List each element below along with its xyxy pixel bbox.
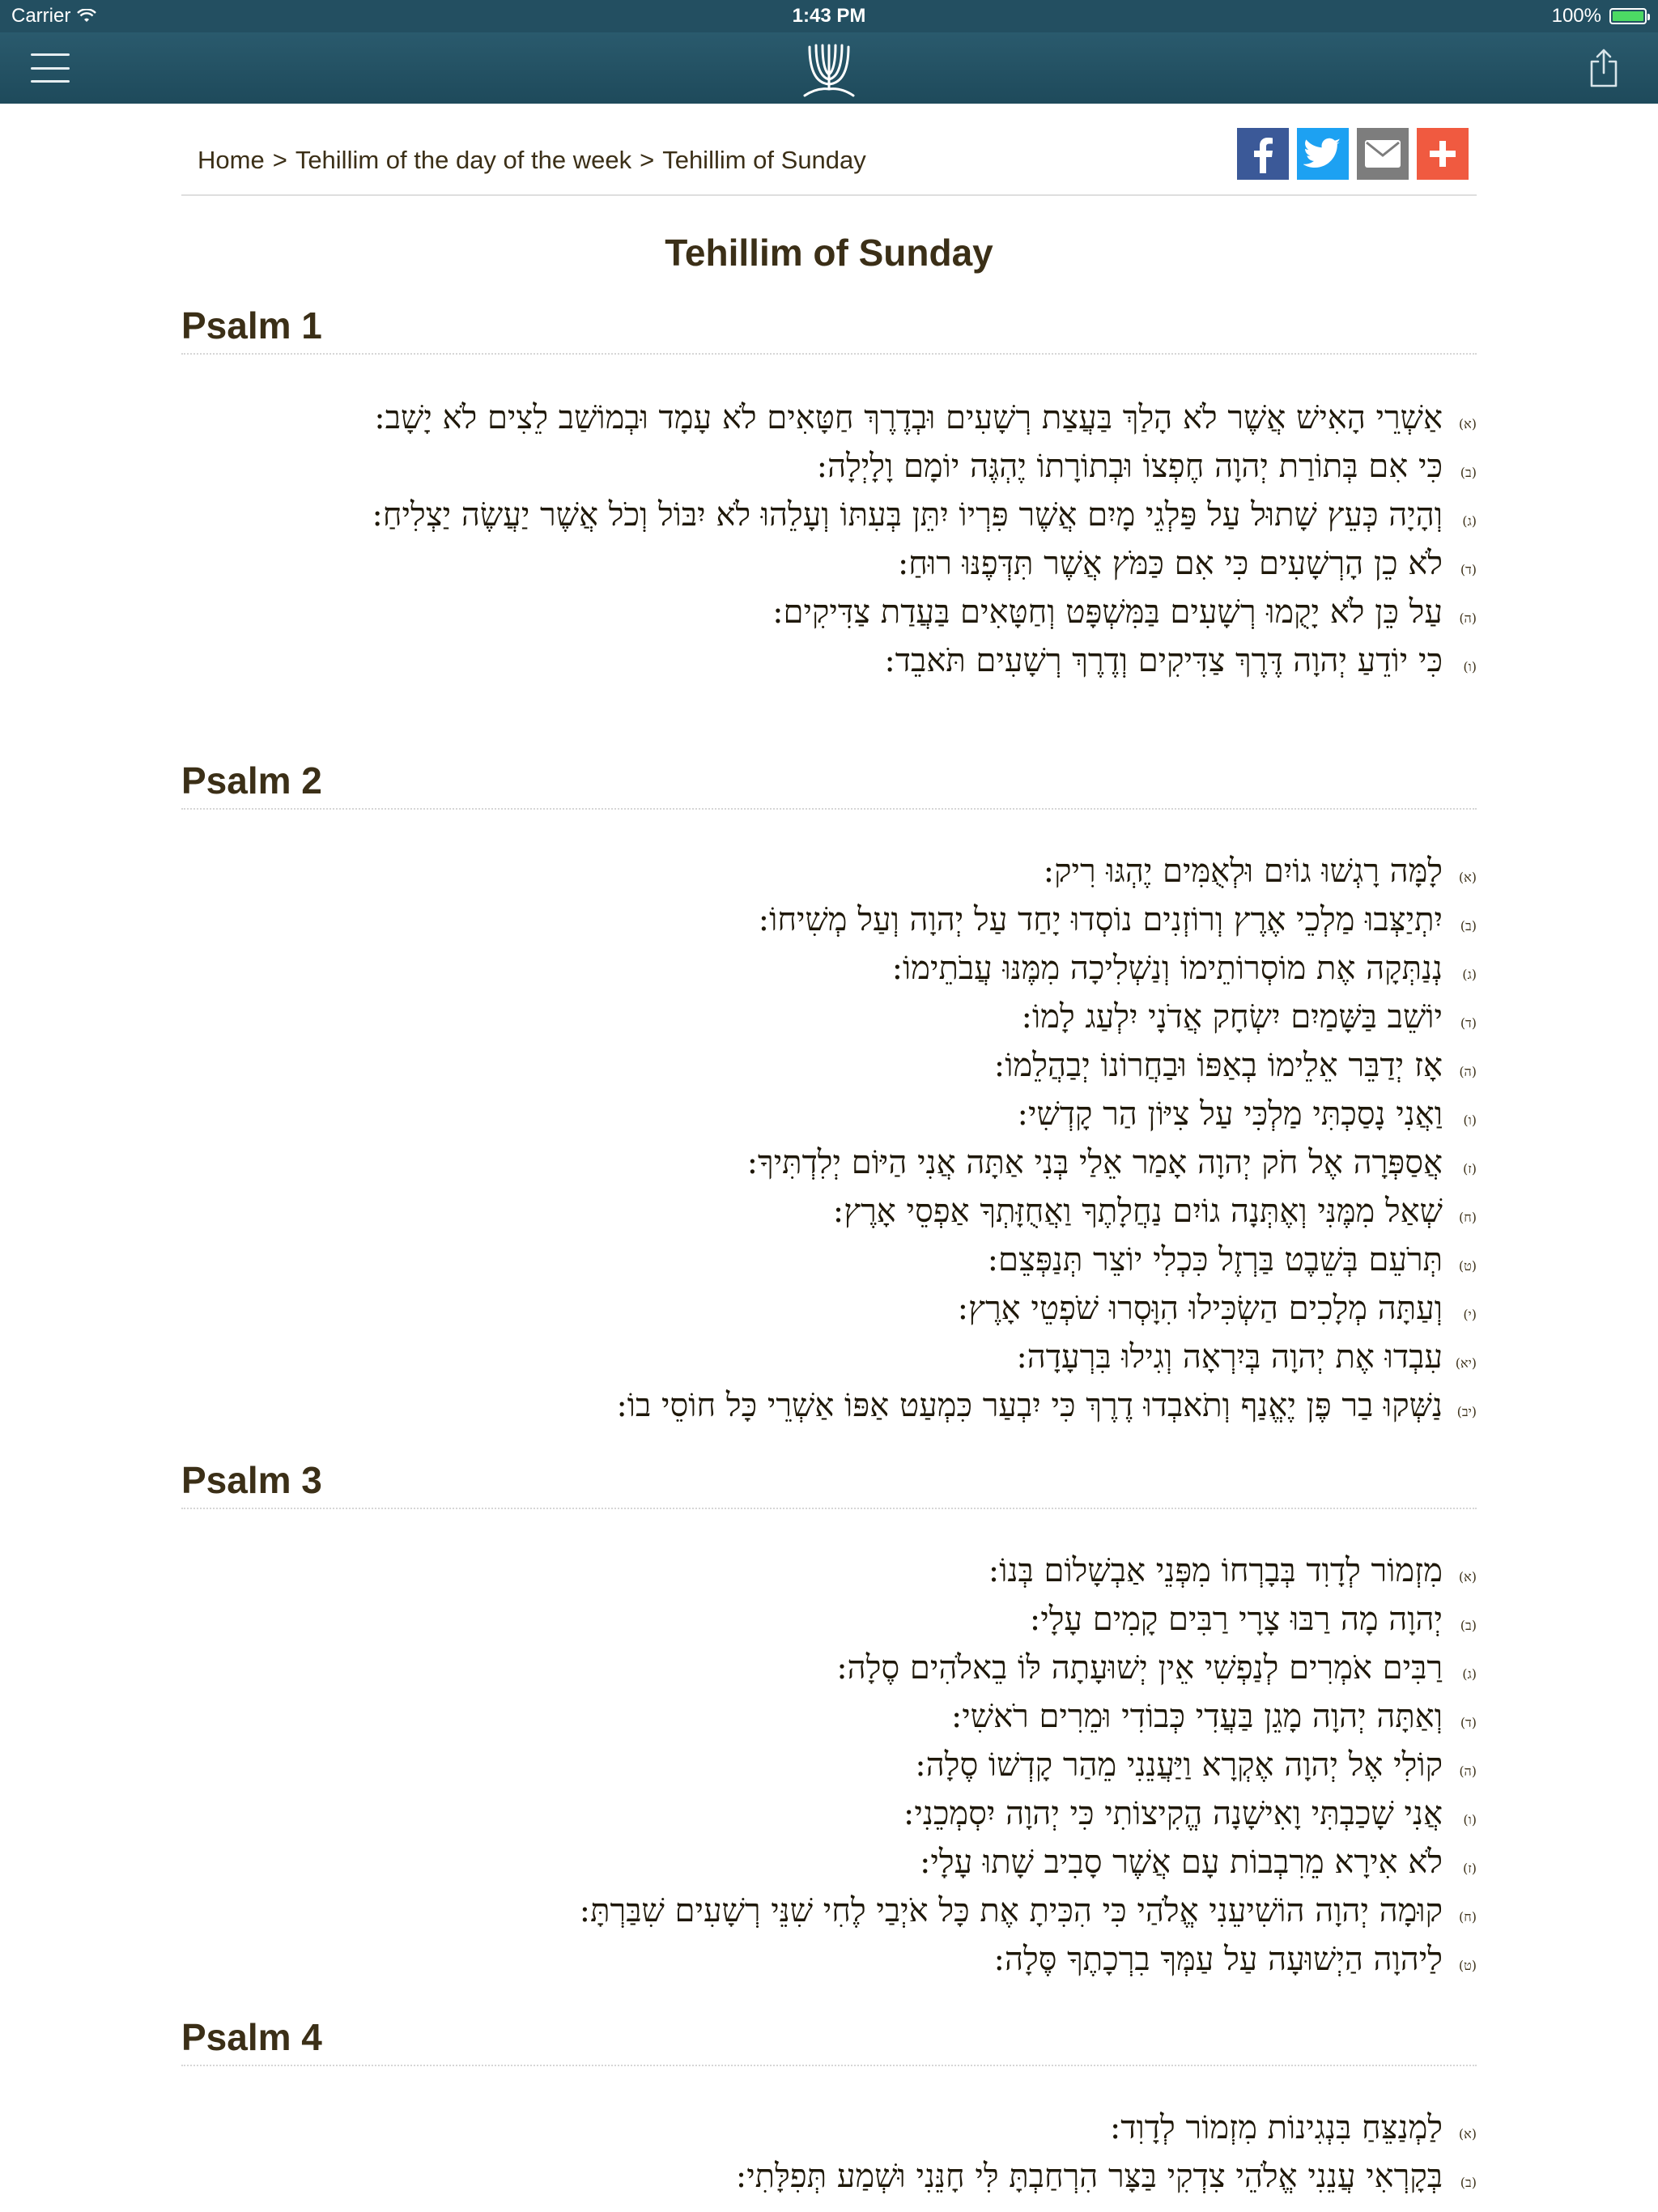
verse-text: קוֹלִי אֶל יְהוָה אֶקְרָא וַיַּעֲנֵנִי מֵהַר קָדְשׁוֹ סֶלָה: bbox=[915, 1746, 1443, 1784]
verse-number: (ט) bbox=[1458, 1958, 1477, 1973]
verse-text: עַל כֵּן לֹא יָקֻמוּ רְשָׁעִים בַּמִּשְׁפָּט וְחַטָּאִים בַּעֲדַת צַדִּיקִים: bbox=[772, 593, 1443, 631]
verse-text: נַשְּׁקוּ בַר פֶּן יֶאֱנַף וְתֹאבְדוּ דֶרֶךְ כִּי יִבְעַר כִּמְעַט אַפּוֹ אַשְׁרֵי כָּל חוֹסֵי בוֹ: bbox=[616, 1387, 1443, 1424]
verse bbox=[181, 442, 1477, 491]
carrier-label: Carrier bbox=[11, 5, 71, 27]
verse bbox=[181, 1692, 1477, 1741]
verse bbox=[181, 1041, 1477, 1090]
verse bbox=[181, 393, 1477, 442]
email-share-button[interactable] bbox=[1357, 128, 1409, 180]
psalm-title: Psalm 3 bbox=[181, 1457, 1477, 1509]
status-time: 1:43 PM bbox=[792, 5, 866, 27]
verse-number: (ה) bbox=[1459, 610, 1477, 626]
psalm-section bbox=[181, 2014, 1477, 2201]
verse-number: (ז) bbox=[1463, 1161, 1477, 1176]
verse-number: (ג) bbox=[1462, 967, 1477, 982]
verse-text: וְאַתָּה יְהוָה מָגֵן בַּעֲדִי כְּבוֹדִי וּמֵרִים רֹאשִׁי: bbox=[950, 1698, 1443, 1735]
verse bbox=[181, 847, 1477, 895]
email-icon bbox=[1363, 138, 1402, 169]
battery-percent: 100% bbox=[1551, 5, 1601, 27]
verse-number: (ה) bbox=[1459, 1763, 1477, 1779]
more-share-button[interactable] bbox=[1417, 128, 1469, 180]
psalm-title: Psalm 2 bbox=[181, 758, 1477, 810]
hamburger-menu-icon[interactable] bbox=[31, 53, 70, 83]
verse-number: (יב) bbox=[1456, 1404, 1477, 1419]
verse-text: לַמְנַצֵּחַ בִּנְגִינוֹת מִזְמוֹר לְדָוִד: bbox=[1109, 2109, 1443, 2146]
psalm-section bbox=[181, 303, 1477, 685]
psalm-section bbox=[181, 1457, 1477, 1984]
verse-text: וְהָיָה כְּעֵץ שָׁתוּל עַל פַּלְגֵי מָיִם אֲשֶׁר פִּרְיוֹ יִתֵּן בְּעִתּוֹ וְעָלֵהוּ לֹא יִבּוֹל וְכֹל אֲשֶׁר יַעֲשֶׂה יַצְלִיחַ: bbox=[372, 496, 1443, 534]
breadcrumb-home[interactable]: Home bbox=[198, 146, 265, 174]
breadcrumb-section[interactable]: Tehillim of the day of the week bbox=[295, 146, 632, 174]
facebook-share-button[interactable] bbox=[1237, 128, 1289, 180]
breadcrumb-row bbox=[181, 104, 1477, 196]
verse bbox=[181, 1333, 1477, 1381]
verse-text: יִתְיַצְּבוּ מַלְכֵי אֶרֶץ וְרוֹזְנִים נוֹסְדוּ יָחַד עַל יְהוָה וְעַל מְשִׁיחוֹ: bbox=[758, 901, 1443, 938]
verse bbox=[181, 944, 1477, 993]
psalm-title: Psalm 1 bbox=[181, 303, 1477, 355]
verse-number: (א) bbox=[1458, 870, 1477, 885]
verse-number: (ד) bbox=[1460, 1715, 1477, 1730]
verse bbox=[181, 1138, 1477, 1187]
verse bbox=[181, 1284, 1477, 1333]
verse-number: (ג) bbox=[1462, 1666, 1477, 1682]
verse-text: וַאֲנִי נָסַכְתִּי מַלְכִּי עַל צִיּוֹן הַר קָדְשִׁי: bbox=[1017, 1095, 1443, 1133]
plus-icon bbox=[1426, 138, 1459, 170]
verse-text: וְעַתָּה מְלָכִים הַשְׂכִּילוּ הִוָּסְרוּ שֹׁפְטֵי אָרֶץ: bbox=[957, 1290, 1443, 1327]
verse-text: יְהוָה מָה רַבּוּ צָרָי רַבִּים קָמִים עָלָי: bbox=[1029, 1601, 1443, 1638]
verse bbox=[181, 1789, 1477, 1838]
status-bar bbox=[0, 0, 1658, 32]
verse-text: אָז יְדַבֵּר אֵלֵימוֹ בְאַפּוֹ וּבַחֲרוֹנוֹ יְבַהֲלֵמוֹ: bbox=[993, 1047, 1443, 1084]
verse-text: רַבִּים אֹמְרִים לְנַפְשִׁי אֵין יְשׁוּעָתָה לּוֹ בֵאלֹהִים סֶלָה: bbox=[836, 1649, 1443, 1687]
verse-text: אֲסַפְּרָה אֶל חֹק יְהוָה אָמַר אֵלַי בְּנִי אַתָּה אֲנִי הַיּוֹם יְלִדְתִּיךָ: bbox=[746, 1144, 1443, 1181]
verse-list bbox=[181, 393, 1477, 685]
verse-number: (ו) bbox=[1463, 1812, 1477, 1827]
verse-text: אֲנִי שָׁכַבְתִּי וָאִישָׁנָה הֱקִיצוֹתִי כִּי יְהוָה יִסְמְכֵנִי: bbox=[903, 1795, 1443, 1832]
verse-text: אַשְׁרֵי הָאִישׁ אֲשֶׁר לֹא הָלַךְ בַּעֲצַת רְשָׁעִים וּבְדֶרֶךְ חַטָּאִים לֹא עָמָד וּבְמוֹשַׁב לֵצִים לֹא יָשָׁב: bbox=[374, 399, 1443, 436]
verse-text: לַיהוָה הַיְשׁוּעָה עַל עַמְּךָ בִרְכָתֶךָ סֶּלָה: bbox=[993, 1941, 1443, 1978]
battery-icon bbox=[1609, 8, 1647, 24]
verse-number: (ה) bbox=[1459, 1064, 1477, 1079]
twitter-icon bbox=[1303, 138, 1342, 170]
verse-number: (ב) bbox=[1460, 1618, 1477, 1633]
verse-number: (ט) bbox=[1458, 1258, 1477, 1274]
verse-text: לֹא אִירָא מֵרִבְבוֹת עָם אֲשֶׁר סָבִיב שָׁתוּ עָלָי: bbox=[919, 1844, 1443, 1881]
verse-text: קוּמָה יְהוָה הוֹשִׁיעֵנִי אֱלֹהַי כִּי הִכִּיתָ אֶת כָּל אֹיְבַי לֶחִי שִׁנֵּי רְשָׁעִים שִׁבַּרְתָּ: bbox=[579, 1892, 1443, 1929]
verse bbox=[181, 1741, 1477, 1789]
verse-text: לָמָּה רָגְשׁוּ גוֹיִם וּלְאֻמִּים יֶהְגּוּ רִיק: bbox=[1043, 853, 1443, 890]
verse bbox=[181, 1187, 1477, 1236]
verse-text: נְנַתְּקָה אֶת מוֹסְרוֹתֵימוֹ וְנַשְׁלִיכָה מִמֶּנּוּ עֲבֹתֵימוֹ: bbox=[891, 950, 1443, 987]
verse-number: (ד) bbox=[1460, 562, 1477, 577]
verse bbox=[181, 1236, 1477, 1284]
verse bbox=[181, 491, 1477, 539]
verse-text: כִּי אִם בְּתוֹרַת יְהוָה חֶפְצוֹ וּבְתוֹרָתוֹ יֶהְגֶּה יוֹמָם וָלָיְלָה: bbox=[816, 448, 1443, 485]
breadcrumb-current: Tehillim of Sunday bbox=[662, 146, 866, 174]
verse-number: (ו) bbox=[1463, 659, 1477, 674]
verse-number: (י) bbox=[1463, 1307, 1477, 1322]
facebook-icon bbox=[1247, 134, 1279, 173]
verse-number: (ב) bbox=[1460, 2175, 1477, 2190]
verse bbox=[181, 1887, 1477, 1935]
share-icon[interactable] bbox=[1587, 47, 1621, 89]
verse bbox=[181, 895, 1477, 944]
verse-text: שְׁאַל מִמֶּנִּי וְאֶתְּנָה גוֹיִם נַחֲלָתֶךָ וַאֲחֻזָּתְךָ אַפְסֵי אָרֶץ: bbox=[832, 1193, 1443, 1230]
verse-number: (ג) bbox=[1462, 513, 1477, 529]
verse bbox=[181, 1381, 1477, 1430]
verse-number: (א) bbox=[1458, 2126, 1477, 2142]
verse bbox=[181, 588, 1477, 636]
breadcrumb-separator: > bbox=[640, 146, 655, 174]
verse-number: (יא) bbox=[1455, 1355, 1477, 1371]
verse bbox=[181, 1090, 1477, 1138]
nav-bar bbox=[0, 32, 1658, 104]
verse-number: (א) bbox=[1458, 416, 1477, 432]
page-title: Tehillim of Sunday bbox=[665, 232, 993, 274]
verse bbox=[181, 1935, 1477, 1984]
verse bbox=[181, 1595, 1477, 1644]
social-share-bar bbox=[1237, 128, 1469, 180]
verse-text: עִבְדוּ אֶת יְהוָה בְּיִרְאָה וְגִילוּ בִּרְעָדָה: bbox=[1016, 1338, 1443, 1376]
verse-text: יוֹשֵׁב בַּשָּׁמַיִם יִשְׂחָק אֲדֹנָי יִלְעַג לָמוֹ: bbox=[1021, 998, 1443, 1036]
verse-number: (ב) bbox=[1460, 465, 1477, 480]
verse bbox=[181, 1838, 1477, 1887]
verse bbox=[181, 2152, 1477, 2201]
battery-indicator bbox=[1552, 5, 1647, 28]
verse-number: (א) bbox=[1458, 1569, 1477, 1585]
verse-list bbox=[181, 847, 1477, 1430]
verse-list bbox=[181, 1546, 1477, 1984]
verse bbox=[181, 2104, 1477, 2152]
verse-text: מִזְמוֹר לְדָוִד בְּבָרְחוֹ מִפְּנֵי אַבְשָׁלוֹם בְּנוֹ: bbox=[988, 1552, 1443, 1589]
verse-number: (ז) bbox=[1463, 1861, 1477, 1876]
twitter-share-button[interactable] bbox=[1297, 128, 1349, 180]
verse-text: לֹא כֵן הָרְשָׁעִים כִּי אִם כַּמֹּץ אֲשֶׁר תִּדְּפֶנּוּ רוּחַ: bbox=[897, 545, 1443, 582]
breadcrumb bbox=[198, 146, 866, 175]
verse-text: תְּרֹעֵם בְּשֵׁבֶט בַּרְזֶל כִּכְלִי יוֹצֵר תְּנַפְּצֵם: bbox=[987, 1241, 1443, 1278]
verse-number: (ו) bbox=[1463, 1112, 1477, 1128]
verse-text: בְּקָרְאִי עֲנֵנִי אֱלֹהֵי צִדְקִי בַּצָּר הִרְחַבְתָּ לִּי חָנֵּנִי וּשְׁמַע תְּפִלָּתִי: bbox=[735, 2158, 1443, 2195]
verse-number: (ח) bbox=[1459, 1909, 1477, 1925]
psalm-title: Psalm 4 bbox=[181, 2014, 1477, 2066]
verse-list bbox=[181, 2104, 1477, 2201]
verse-number: (ח) bbox=[1459, 1210, 1477, 1225]
verse bbox=[181, 539, 1477, 588]
verse bbox=[181, 1644, 1477, 1692]
verse-text: כִּי יוֹדֵעַ יְהוָה דֶּרֶךְ צַדִּיקִים וְדֶרֶךְ רְשָׁעִים תֹּאבֵד: bbox=[884, 642, 1443, 679]
psalm-section bbox=[181, 758, 1477, 1430]
verse bbox=[181, 993, 1477, 1041]
verse-number: (ב) bbox=[1460, 918, 1477, 934]
verse bbox=[181, 636, 1477, 685]
breadcrumb-separator: > bbox=[272, 146, 287, 174]
main-content bbox=[181, 104, 1477, 2201]
verse-number: (ד) bbox=[1460, 1015, 1477, 1031]
verse bbox=[181, 1546, 1477, 1595]
menorah-logo-icon bbox=[789, 37, 869, 100]
